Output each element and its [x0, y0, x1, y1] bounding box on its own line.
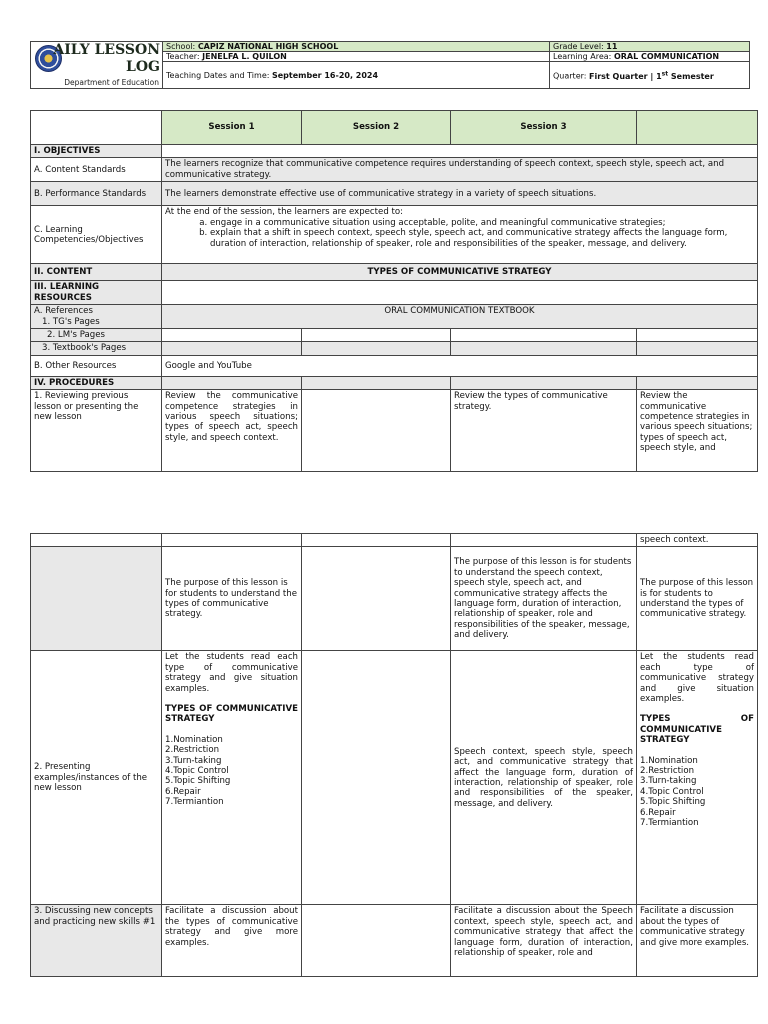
competencies-label: C. Learning Competencies/Objectives: [31, 206, 162, 264]
grade-cell: [550, 42, 750, 52]
department-label: Department of Education: [64, 78, 159, 87]
presenting-s1: [162, 651, 302, 905]
teacher-value: JENELFA L. QUILON: [202, 52, 287, 61]
procedures-heading: IV. PROCEDURES: [31, 376, 162, 389]
area-cell: [550, 52, 750, 62]
strategy-item: 5.Topic Shifting: [640, 797, 706, 808]
resources-heading: III. LEARNING RESOURCES: [31, 281, 162, 305]
references-label: [31, 305, 162, 329]
textbook-reference: ORAL COMMUNICATION TEXTBOOK: [162, 305, 758, 329]
presenting-s1-heading: TYPES OF COMMUNICATIVE STRATEGY: [165, 704, 298, 725]
proc-s4: [637, 376, 758, 389]
dates-label: Teaching Dates and Time:: [166, 70, 270, 80]
content-standards-label: A. Content Standards: [31, 158, 162, 182]
presenting-s4: [637, 651, 758, 905]
cont-s3: [451, 534, 637, 547]
strategy-item: 6.Repair: [165, 786, 201, 797]
presenting-s2: [302, 651, 451, 905]
other-resources-label: B. Other Resources: [31, 355, 162, 376]
competencies-intro: At the end of the session, the learners are expected to:: [165, 207, 404, 218]
teacher-cell: [163, 52, 550, 62]
content-topic: TYPES OF COMMUNICATIVE STRATEGY: [162, 264, 758, 281]
presenting-s4-intro: Let the students read each type of communicative strategy and give situation examples.: [640, 652, 754, 705]
textbook-pages-label: [31, 342, 162, 355]
discussing-s1: Facilitate a discussion about the types of communicative strategy and give more examples.: [162, 905, 302, 977]
strategy-item: 5.Topic Shifting: [165, 776, 231, 787]
competency-a: a. engage in a communicative situation using acceptable, polite, and meaningful communicative strategies;: [210, 218, 754, 228]
strategy-list-s1: [165, 735, 298, 808]
proc-s1: [162, 376, 302, 389]
discussing-label: 3. Discussing new concepts and practicing new skills #1: [31, 905, 162, 977]
strategy-item: 7.Termiantion: [165, 797, 224, 808]
lm-s2: [302, 329, 451, 342]
tg-pages-label: 1. TG's Pages: [42, 316, 100, 327]
sessions-corner: [31, 111, 162, 145]
quarter-label: Quarter:: [553, 71, 587, 81]
school-value: CAPIZ NATIONAL HIGH SCHOOL: [197, 42, 339, 51]
presenting-s3: Speech context, speech style, speech act, and communicative strategy that affect the language form, duration of interaction, relationship of speaker, role and responsibilities of the speaker, message, and delivery.: [451, 651, 637, 905]
strategy-item: 2.Restriction: [165, 745, 220, 756]
competencies-list: [165, 218, 754, 249]
grade-value: 11: [606, 42, 618, 51]
tb-s2: [302, 342, 451, 355]
cont-s1: [162, 534, 302, 547]
objectives-empty: [162, 145, 758, 158]
tb-s1: [162, 342, 302, 355]
dll-title-line1: AILY LESSON: [53, 42, 160, 58]
purpose-s3: The purpose of this lesson is for students to understand the speech context, speech style, speech act, and communicative strategy affects the language form, duration of interaction, relationship of speaker, role and responsibilities of the speaker, message, and delivery.: [451, 547, 637, 651]
strategy-item: 2.Restriction: [640, 766, 695, 777]
school-label: School:: [166, 42, 196, 51]
strategy-list-s4: [640, 756, 754, 829]
session-2-header: Session 2: [302, 111, 451, 145]
purpose-s2: [302, 547, 451, 651]
cont-s2: [302, 534, 451, 547]
quarter-cell: [550, 62, 750, 89]
references-label-text: A. References: [34, 306, 93, 317]
competencies-cell: [162, 206, 758, 264]
lm-s1: [162, 329, 302, 342]
performance-label-text: B. Performance Standards: [34, 188, 147, 199]
header-logo-cell: [31, 42, 163, 89]
school-cell: [163, 42, 550, 52]
purpose-s4: The purpose of this lesson is for students to understand the types of communicative strategy.: [637, 547, 758, 651]
lm-pages-label: [31, 329, 162, 342]
textbook-pages-text: 3. Textbook's Pages: [42, 343, 127, 354]
lesson-table-page1: [30, 110, 758, 472]
presenting-s1-intro: Let the students read each type of communicative strategy and give situation examples.: [165, 652, 298, 694]
proc-s2: [302, 376, 451, 389]
reviewing-label: 1. Reviewing previous lesson or presenting the new lesson: [31, 390, 162, 472]
content-heading: II. CONTENT: [31, 264, 162, 281]
performance-standards-text: The learners demonstrate effective use of communicative strategy in a variety of speech situations.: [162, 182, 758, 206]
dll-title-line2: LOG: [126, 59, 160, 75]
cont-label: [31, 534, 162, 547]
teacher-label: Teacher:: [166, 52, 200, 61]
presenting-label: 2. Presenting examples/instances of the new lesson: [31, 651, 162, 905]
purpose-label: [31, 547, 162, 651]
tb-s4: [637, 342, 758, 355]
strategy-item: 1.Nomination: [640, 755, 698, 766]
session-1-header: Session 1: [162, 111, 302, 145]
quarter-sup: st: [661, 70, 669, 78]
quarter-value: First Quarter | 1: [589, 71, 662, 81]
reviewing-s3: Review the types of communicative strategy.: [451, 390, 637, 472]
performance-standards-label: [31, 182, 162, 206]
session-4-header: [637, 111, 758, 145]
reviewing-s4: Review the communicative competence strategies in various speech situations; types of speech act, speech style, and: [637, 390, 758, 472]
competency-b: b. explain that a shift in speech context, speech style, speech act, and communicative strategy affects the language form, duration of interaction, relationship of speaker, role and responsibilities of the speaker, message, and delivery.: [210, 228, 754, 249]
strategy-item: 3.Turn-taking: [640, 776, 697, 787]
purpose-s1: The purpose of this lesson is for students to understand the types of communicative strategy.: [162, 547, 302, 651]
content-standards-text: The learners recognize that communicative competence requires understanding of speech context, speech style, speech act, and communicative strategy.: [162, 158, 758, 182]
dates-value: September 16-20, 2024: [271, 70, 379, 80]
dates-cell: [163, 62, 550, 89]
lm-s3: [451, 329, 637, 342]
discussing-s2: [302, 905, 451, 977]
resources-empty: [162, 281, 758, 305]
quarter-tail: Semester: [668, 71, 714, 81]
area-value: ORAL COMMUNICATION: [613, 52, 720, 61]
session-3-header: Session 3: [451, 111, 637, 145]
other-resources-text: Google and YouTube: [162, 355, 758, 376]
tb-s3: [451, 342, 637, 355]
strategy-item: 4.Topic Control: [640, 786, 704, 797]
reviewing-s4-cont: speech context.: [637, 534, 758, 547]
lm-s4: [637, 329, 758, 342]
strategy-item: 1.Nomination: [165, 734, 223, 745]
strategy-item: 7.Termiantion: [640, 818, 699, 829]
proc-s3: [451, 376, 637, 389]
lesson-table-page2: [30, 533, 758, 977]
discussing-s4: Facilitate a discussion about the types of communicative strategy and give more examples.: [637, 905, 758, 977]
presenting-s4-heading: TYPES OF COMMUNICATIVE STRATEGY: [640, 714, 754, 746]
header-table: [30, 41, 750, 89]
reviewing-s2: [302, 390, 451, 472]
grade-label: Grade Level:: [553, 42, 604, 51]
reviewing-s1: Review the communicative competence strategies in various speech situations; types of speech act, speech style, and speech context.: [162, 390, 302, 472]
strategy-item: 4.Topic Control: [165, 766, 229, 777]
strategy-item: 6.Repair: [640, 807, 676, 818]
strategy-item: 3.Turn-taking: [165, 755, 222, 766]
objectives-heading: I. OBJECTIVES: [31, 145, 162, 158]
lm-pages-text: 2. LM's Pages: [47, 330, 105, 341]
dll-title: [53, 42, 160, 76]
discussing-s3: Facilitate a discussion about the Speech context, speech style, speech act, and communicative strategy that affect the language form, duration of interaction, relationship of speaker, role and: [451, 905, 637, 977]
area-label: Learning Area:: [553, 52, 612, 61]
